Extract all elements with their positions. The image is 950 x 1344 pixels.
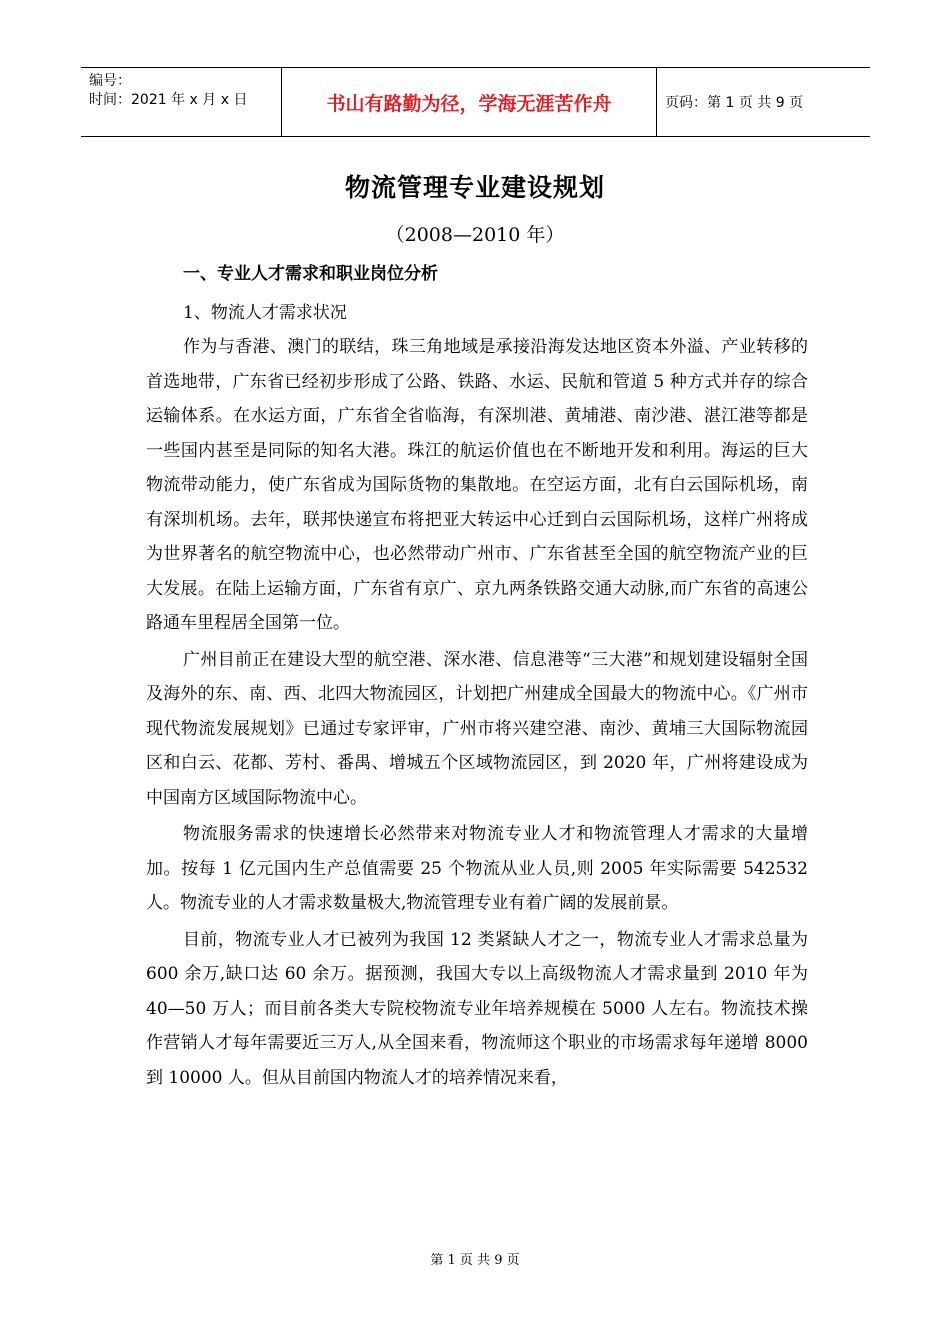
header-time-label: 时间：2021 年 x 月 x 日 [89,92,248,108]
paragraph-4: 目前，物流专业人才已被列为我国 12 类紧缺人才之一，物流专业人才需求总量为 600 余万,缺口达 60 余万。据预测，我国大专以上高级物流人才需求量到 2010 年为 40—50 万人；而目前各类大专院校物流专业年培养规模在 5000 人左右。物流技术操作营销人才每年需要近三万人,从全国来看，物流师这个职业的市场需求每年递增 8000 到 10000 人。但从目前国内物流人才的培养情况来看， [146,929,808,1088]
header-meta-cell [81,68,282,136]
document-subtitle: （2008—2010 年） [385,224,565,246]
paragraph-2: 广州目前正在建设大型的航空港、深水港、信息港等“三大港”和规划建设辐射全国及海外的东、南、西、北四大物流园区，计划把广州建成全国最大的物流中心。《广州市现代物流发展规划》已通过专家评审，广州市将兴建空港、南沙、黄埔三大国际物流园区和白云、花都、芳村、番禺、增城五个区域物流园区，到 2020 年，广州将建设成为中国南方区域国际物流中心。 [146,649,808,808]
page-footer: 第 1 页 共 9 页 [430,1253,520,1268]
header-page-info: 页码：第 1 页 共 9 页 [665,95,804,111]
header-motto: 书山有路勤为径，学海无涯苦作舟 [282,68,657,136]
header-number-label: 编号： [89,73,131,89]
header-table [81,67,870,137]
paragraph-1: 作为与香港、澳门的联结，珠三角地域是承接沿海发达地区资本外溢、产业转移的首选地带，广东省已经初步形成了公路、铁路、水运、民航和管道 5 种方式并存的综合运输体系。在水运方面，广东省全省临海，有深圳港、黄埔港、南沙港、湛江港等都是一些国内甚至是同际的知名大港。珠江的航运价值也在不断地开发和利用。海运的巨大物流带动能力，使广东省成为国际货物的集散地。在空运方面，北有白云国际机场，南有深圳机场。去年，联邦快递宣布将把亚大转运中心迁到白云国际机场，这样广州将成为世界著名的航空物流中心，也必然带动广州市、广东省甚至全国的航空物流产业的巨大发展。在陆上运输方面，广东省有京广、京九两条铁路交通大动脉,而广东省的高速公路通车里程居全国第一位。 [146,337,808,633]
document-title: 物流管理专业建设规划 [344,173,605,202]
sub-heading: 1、物流人才需求状况 [183,303,347,323]
paragraph-3: 物流服务需求的快速增长必然带来对物流专业人才和物流管理人才需求的大量增加。按每 1 亿元国内生产总值需要 25 个物流从业人员,则 2005 年实际需要 542532 人。物流专业的人才需求数量极大,物流管理专业有着广阔的发展前景。 [146,824,808,913]
body-text [146,330,808,1097]
section-heading: 一、专业人才需求和职业岗位分析 [183,264,438,284]
